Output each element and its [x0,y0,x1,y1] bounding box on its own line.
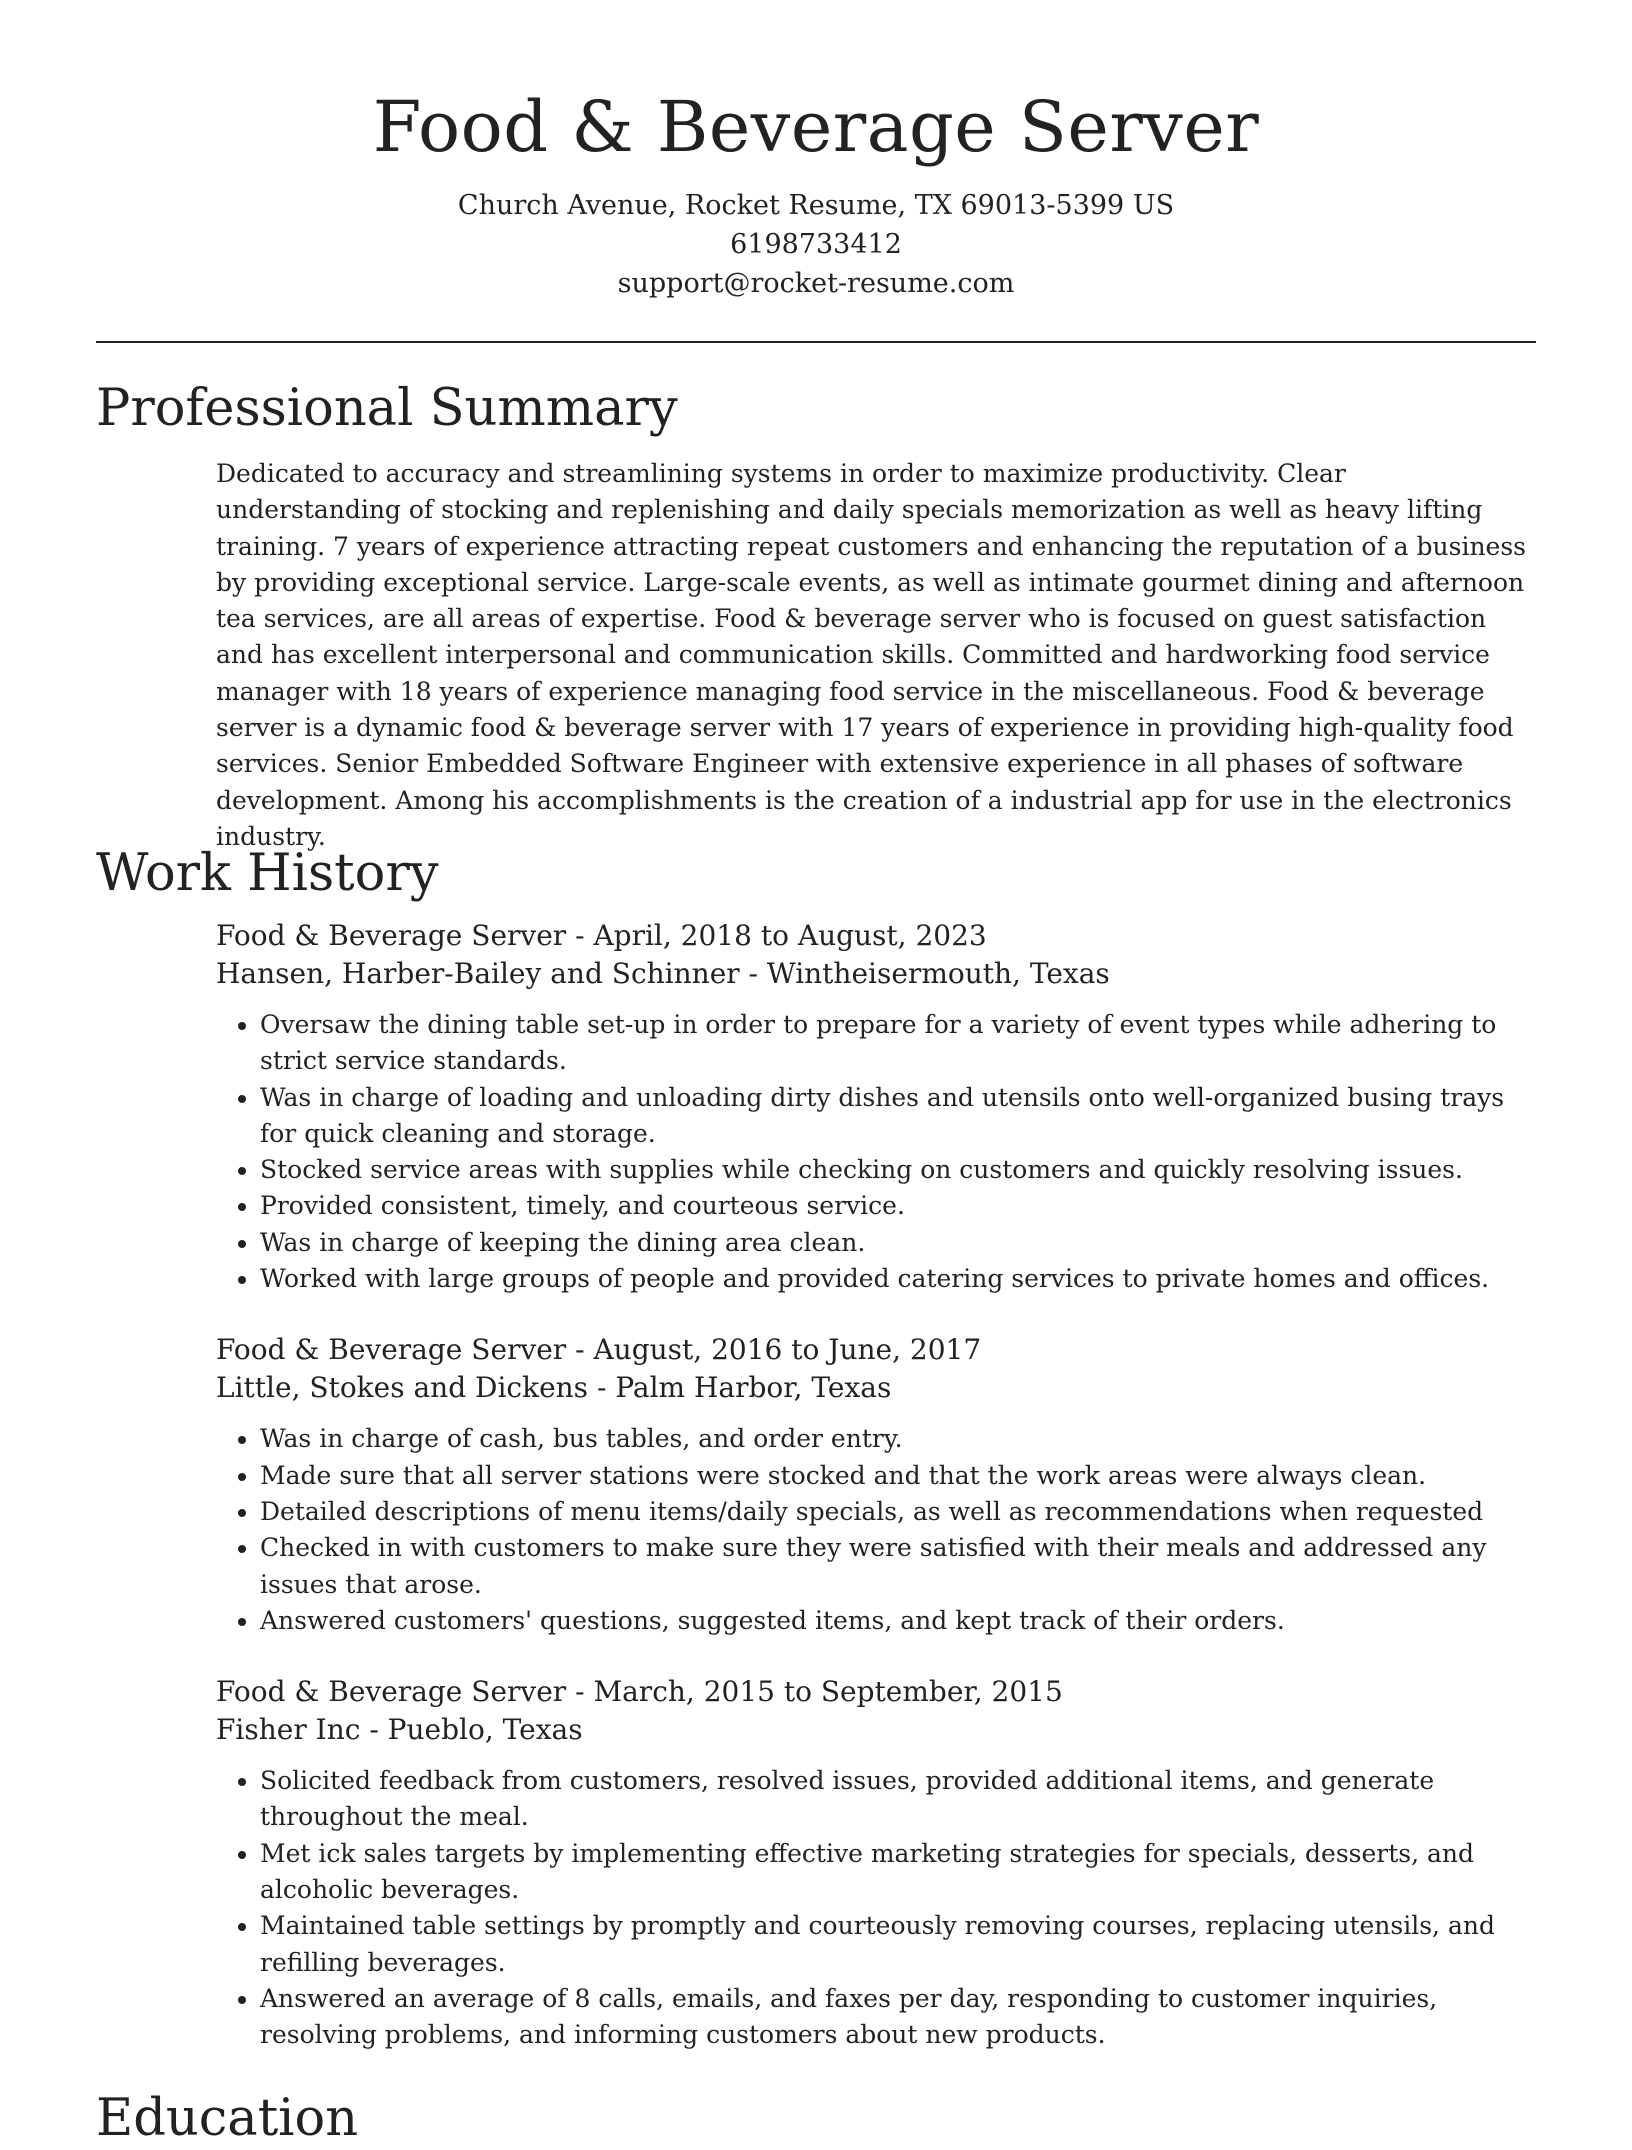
header-divider [96,341,1536,343]
job-duty-item: • Was in charge of loading and unloading dirty dishes and utensils onto well-organized busing trays for quick cleaning and storage. [260,1080,1536,1153]
job-duties-list [216,1007,1536,1297]
job-duty-item: • Was in charge of keeping the dining area clean. [260,1225,1536,1261]
job-title-dates: Food & Beverage Server - August, 2016 to June, 2017 [216,1333,982,1367]
job-title-dates: Food & Beverage Server - March, 2015 to September, 2015 [216,1675,1063,1709]
job-duty-item: • Checked in with customers to make sure they were satisfied with their meals and addressed any issues that arose. [260,1530,1536,1603]
job-company-location: Little, Stokes and Dickens - Palm Harbor, Texas [216,1371,892,1405]
resume-header [96,82,1536,303]
candidate-name: Food & Beverage Server [372,86,1260,168]
job-duty-item: • Stocked service areas with supplies while checking on customers and quickly resolving issues. [260,1152,1536,1188]
summary-body [216,456,1536,855]
summary-heading: Professional Summary [96,379,678,438]
summary-text: Dedicated to accuracy and streamlining systems in order to maximize productivity. Clear understanding of stocking and replenishing and daily specials memorization as well as heavy lifting training. 7 years of experience attracting repeat customers and enhancing the reputation of a business by providing exceptional service. Large-scale events, as well as intimate gourmet dining and afternoon tea services, are all areas of expertise. Food & beverage server who is focused on guest satisfaction and has excellent interpersonal and communication skills. Committed and hardworking food service manager with 18 years of experience managing food service in the miscellaneous. Food & beverage server is a dynamic food & beverage server with 17 years of experience in providing high-quality food services. Senior Embedded Software Engineer with extensive experience in all phases of software development. Among his accomplishments is the creation of a industrial app for use in the electronics industry. [216,459,1526,851]
job-entry [216,1673,1536,2053]
job-company-location: Fisher Inc - Pueblo, Texas [216,1713,583,1747]
contact-email: support@rocket-resume.com [617,268,1015,299]
job-duties-list [216,1763,1536,2053]
job-company-location: Hansen, Harber-Bailey and Schinner - Wintheisermouth, Texas [216,957,1110,990]
job-duty-item: • Solicited feedback from customers, resolved issues, provided additional items, and generate throughout the meal. [260,1763,1536,1836]
job-duty-item: • Provided consistent, timely, and courteous service. [260,1188,1536,1224]
job-duty-item: • Answered customers' questions, suggested items, and kept track of their orders. [260,1603,1536,1639]
job-duty-item: • Was in charge of cash, bus tables, and order entry. [260,1421,1536,1457]
work-history-body [216,917,1536,2054]
job-title-dates: Food & Beverage Server - April, 2018 to August, 2023 [216,919,987,952]
job-entry [216,917,1536,1297]
work-history-heading: Work History [96,844,439,903]
job-entry [216,1331,1536,1639]
job-duty-item: • Answered an average of 8 calls, emails, and faxes per day, responding to customer inquiries, resolving problems, and informing customers about new products. [260,1981,1536,2054]
job-duty-item: • Met ick sales targets by implementing effective marketing strategies for specials, desserts, and alcoholic beverages. [260,1836,1536,1909]
job-duty-item: • Maintained table settings by promptly and courteously removing courses, replacing utensils, and refilling beverages. [260,1908,1536,1981]
job-duty-item: • Worked with large groups of people and provided catering services to private homes and offices. [260,1261,1536,1297]
job-duties-list [216,1421,1536,1639]
job-duty-item: • Made sure that all server stations were stocked and that the work areas were always clean. [260,1458,1536,1494]
work-history-section [96,843,1536,2054]
contact-phone: 6198733412 [730,229,902,260]
contact-address: Church Avenue, Rocket Resume, TX 69013-5399 US [457,190,1175,221]
education-heading: Education [96,2089,359,2148]
job-duty-item: • Detailed descriptions of menu items/daily specials, as well as recommendations when requested [260,1494,1536,1530]
job-duty-item: • Oversaw the dining table set-up in order to prepare for a variety of event types while adhering to strict service standards. [260,1007,1536,1080]
summary-section [96,378,1536,855]
